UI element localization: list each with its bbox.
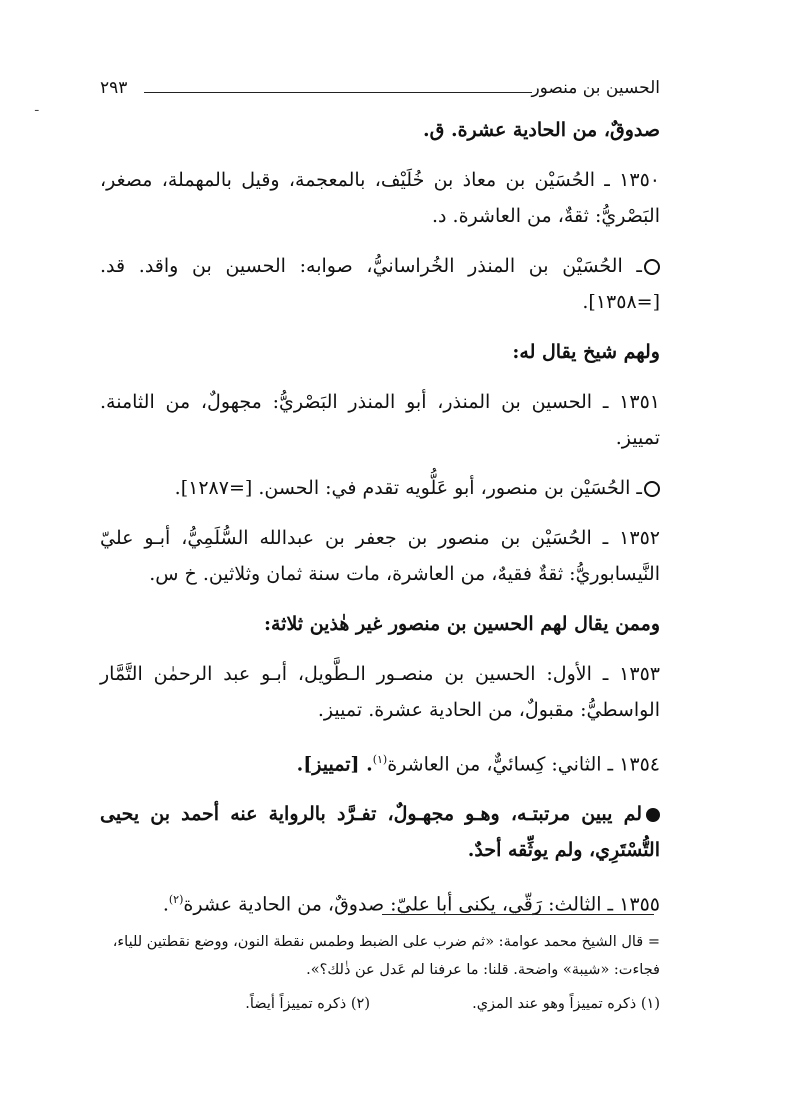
entry-1353	[100, 656, 660, 728]
footnote-ref-1[interactable]: (١)	[372, 753, 388, 766]
page-header	[100, 78, 660, 104]
entry-1355-tail: .	[162, 893, 169, 916]
header-rule	[144, 92, 532, 93]
footnote-1: (١) ذكره تمييزاً وهو عند المزي.	[472, 996, 660, 1012]
footnote-rule	[382, 914, 654, 915]
circle-icon	[644, 481, 660, 497]
footnote-2: (٢) ذكره تمييزاً أيضاً.	[245, 996, 370, 1012]
entry-1355	[100, 882, 660, 922]
entry-cross-ref-mundhir-text: ـ الحُسَيْن بن المنذر الخُراسانيُّ، صوابه: الحسين بن واقد. قد. [=١٣٥٨].	[100, 255, 660, 313]
footnote-row	[100, 990, 660, 1018]
entry-1352	[100, 520, 660, 592]
footnotes	[100, 928, 660, 1018]
entry-1351-text: ١٣٥١ ـ الحسين بن المنذر، أبو المنذر البَصْريُّ: مجهولٌ، من الثامنة. تمييز.	[100, 391, 660, 449]
entry-1354-text: ١٣٥٤ ـ الثاني: كِسائيٌّ، من العاشرة	[387, 753, 660, 776]
entry-cross-ref-mundhir	[100, 248, 660, 320]
entry-1354-tail: . [تمييز].	[296, 753, 373, 776]
circle-icon	[644, 259, 660, 275]
entry-cross-ref-mansur	[100, 470, 660, 506]
main-text	[100, 112, 660, 937]
entry-continuation: صدوقٌ، من الحادية عشرة. ق.	[422, 119, 660, 141]
entry-1350-text: ١٣٥٠ ـ الحُسَيْن بن معاذ بن خُلَيْف، بالمعجمة، وقيل بالمهملة، مصغر، البَصْريُّ: ثقةٌ، من العاشرة. د.	[100, 169, 660, 227]
entry-cross-ref-mansur-text: ـ الحُسَيْن بن منصور، أبو عَلُّويه تقدم في: الحسن. [=١٢٨٧].	[174, 477, 642, 499]
entry-1351	[100, 384, 660, 456]
bullet-icon	[646, 808, 660, 822]
entry-1353-text: ١٣٥٣ ـ الأول: الحسين بن منصـور الـطَّويل، أبـو عبد الرحمٰن التَّمَّار الواسطيُّ: مقبولٌ، من الحادية عشرة. تمييز.	[100, 663, 660, 721]
running-title: الحسين بن منصور	[531, 78, 660, 98]
section-heading-three: وممن يقال لهم الحسين بن منصور غير هٰذين ثلاثة:	[263, 613, 660, 635]
entry-1352-text: ١٣٥٢ ـ الحُسَيْن بن منصور بن جعفر بن عبدالله السُّلَمِيُّ، أبـو عليّ النَّيسابوريُّ: ثقةٌ فقيهٌ، من العاشرة، مات سنة ثمان وثلاثين. خ س.	[100, 527, 660, 585]
entry-1354	[100, 742, 660, 782]
margin-mark: ـ	[35, 100, 39, 114]
entry-1355-text: ١٣٥٥ ـ الثالث: رَقّي، يكنى أبا عليّ: صدوقٌ، من الحادية عشرة	[183, 893, 660, 916]
footnote-ref-2[interactable]: (٢)	[168, 893, 184, 907]
entry-annotation-text: لم يبين مرتبتـه، وهـو مجهـولٌ، تفـرَّد بالرواية عنه أحمد بن يحيى التُّسْتَرِي، ولم يوثِّقه أحدٌ.	[100, 803, 660, 862]
page-number: ٢٩٣	[100, 78, 128, 98]
footnote-continued: = قال الشيخ محمد عوامة: «ثم ضرب على الضبط وطمس نقطة النون، ووضع نقطتين للياء، فجاءت: «شيبة» واضحة. قلنا: ما عرفنا لم عَدل عن ذٰلك؟».	[112, 934, 660, 978]
entry-1350	[100, 162, 660, 234]
entry-annotation	[100, 796, 660, 868]
section-heading-shaykh: ولهم شيخ يقال له:	[512, 341, 660, 363]
